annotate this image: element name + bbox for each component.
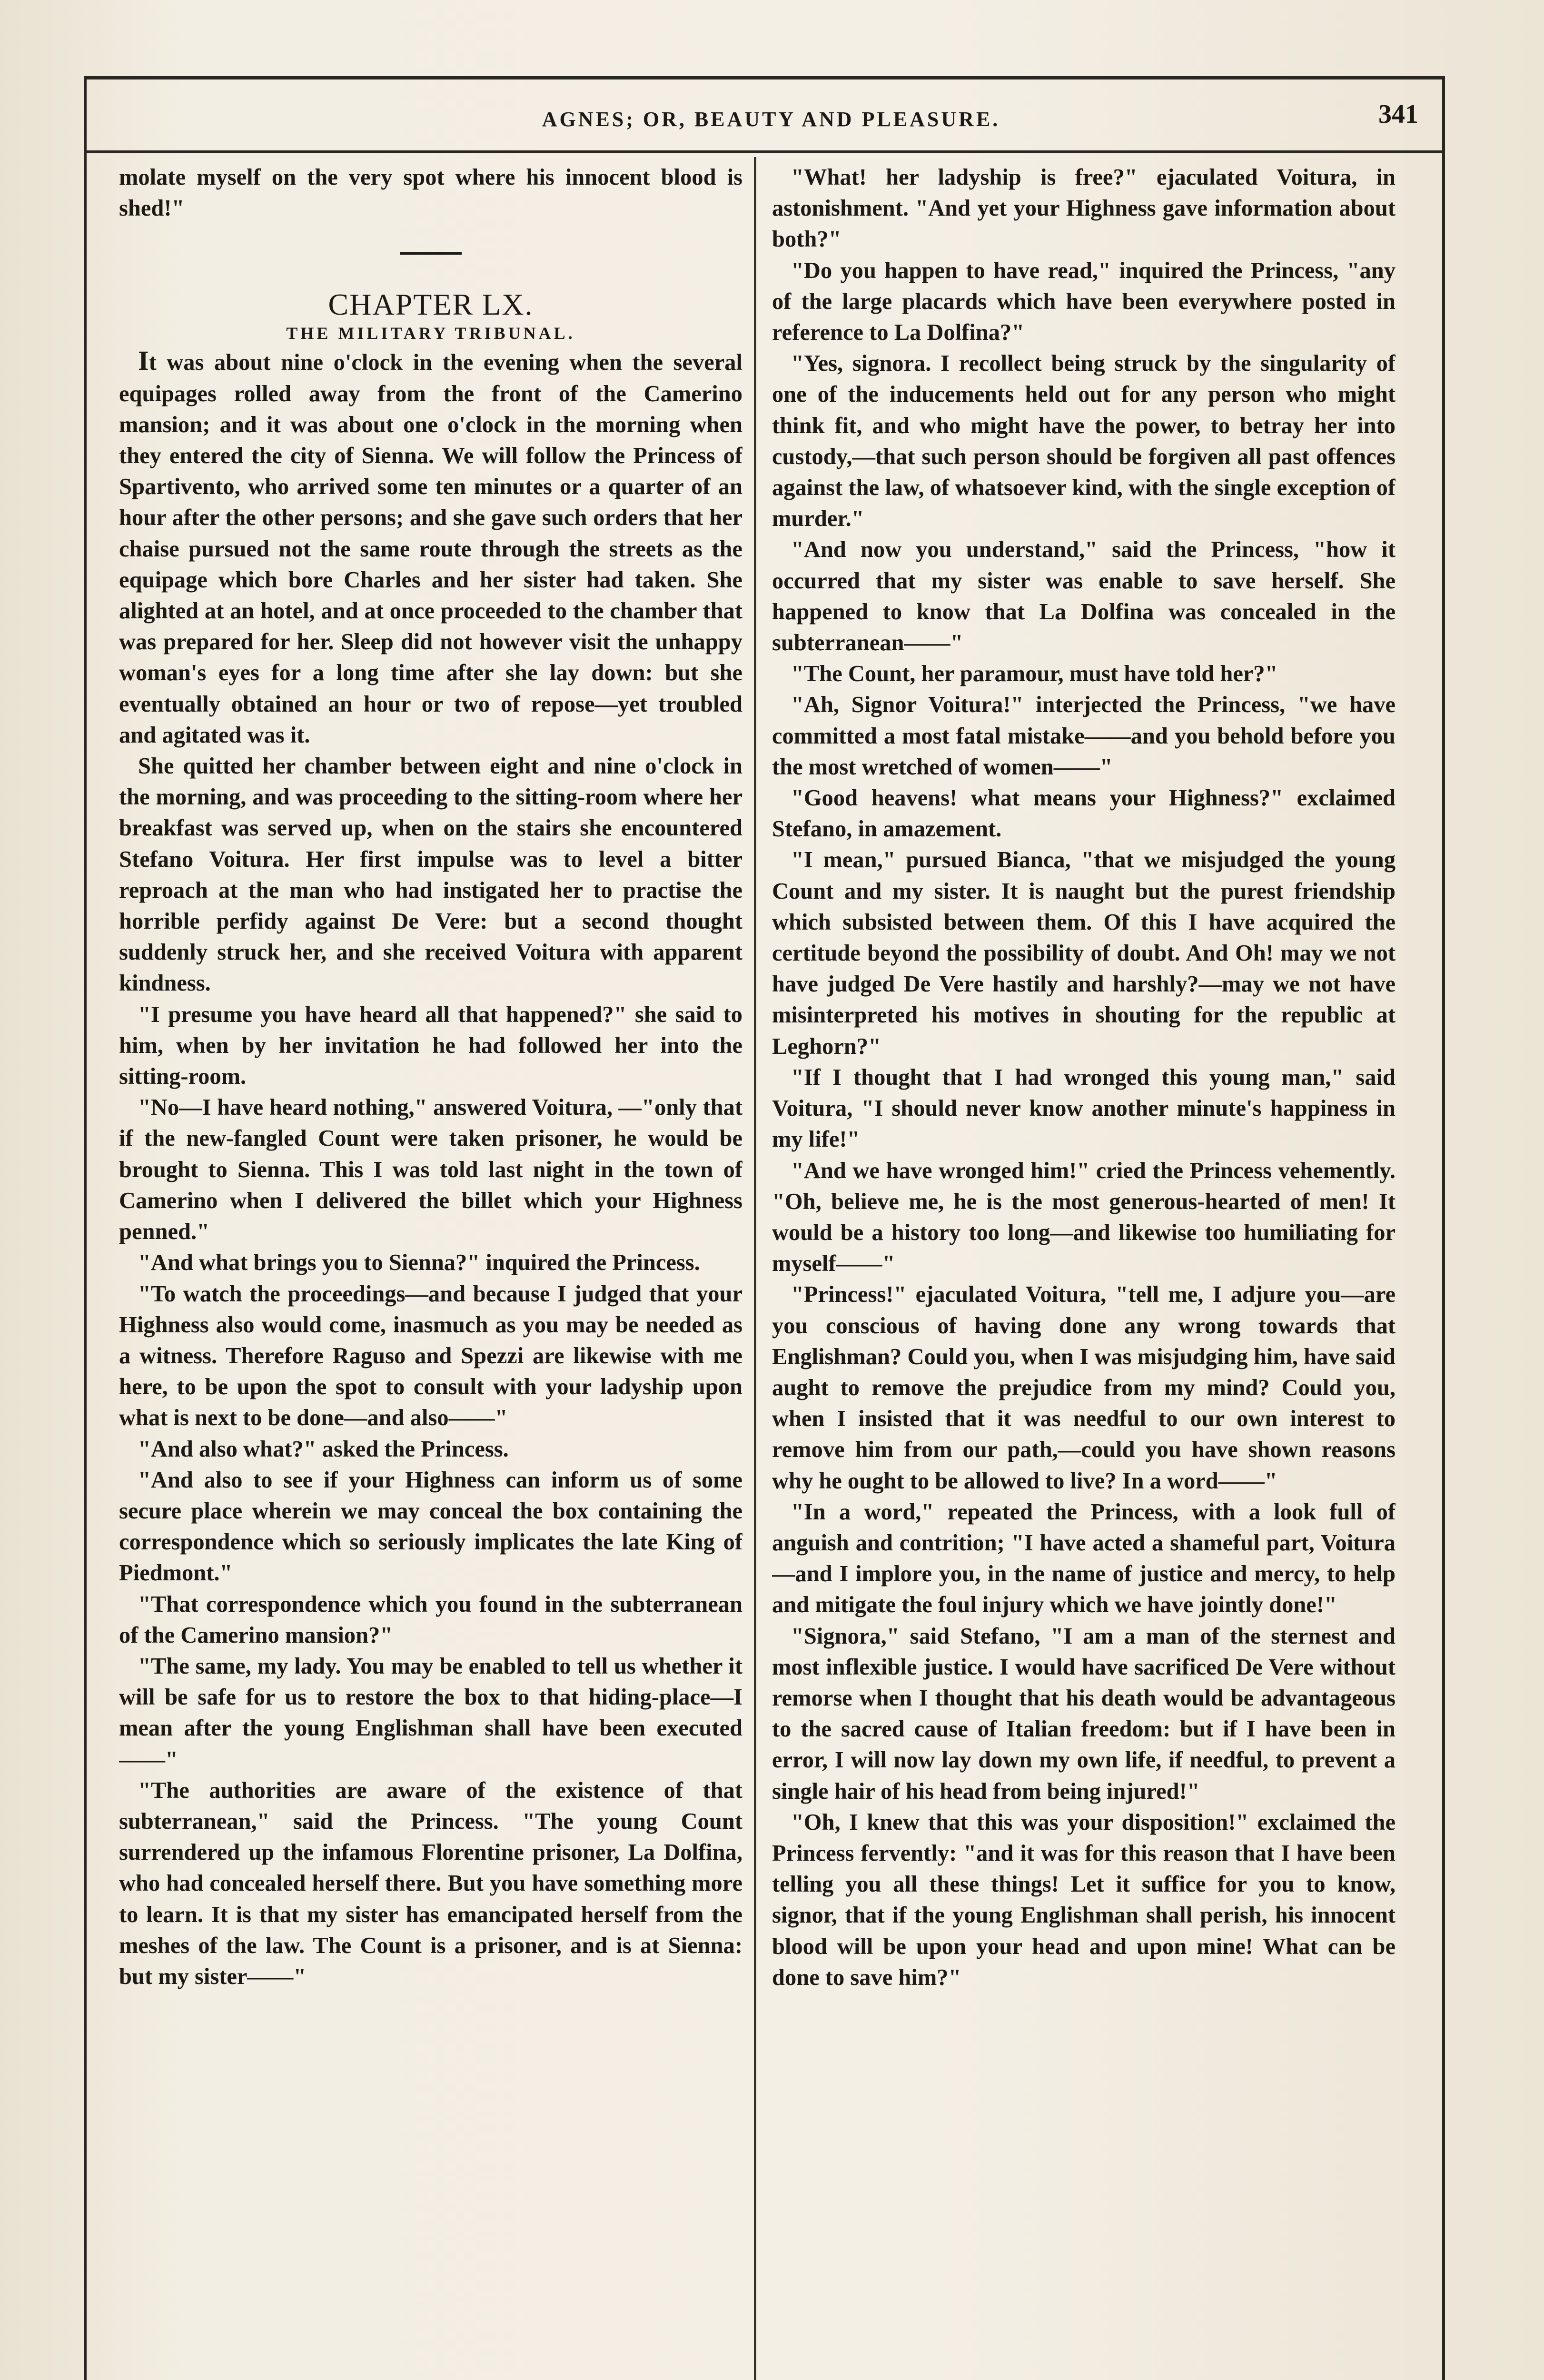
paragraph: "Ah, Signor Voitura!" interjected the Princess, "we have committed a most fatal mistake——and you behold before you the most wretched of women——" bbox=[772, 692, 1396, 780]
paragraph: "If I thought that I had wronged this young man," said Voitura, "I should never know another minute's happiness in my life!" bbox=[772, 1064, 1396, 1152]
chapter-divider bbox=[400, 252, 462, 255]
paragraph: "The authorities are aware of the existence of that subterranean," said the Princess. "The young Count surrendered up the infamous Florentine prisoner, La Dolfina, who had concealed herself there. But you have something more to learn. It is that my sister has emancipated herself from the meshes of the law. The Count is a prisoner, and is at Sienna: but my sister——" bbox=[119, 1777, 742, 1989]
paragraph: "I presume you have heard all that happened?" she said to him, when by her invitation he had followed her into the sitting-room. bbox=[119, 1002, 742, 1090]
left-column bbox=[119, 162, 742, 2380]
right-border-rule bbox=[1442, 76, 1445, 2380]
paragraph: "And also to see if your Highness can inform us of some secure place wherein we may conceal the box containing the correspondence which so seriously implicates the late King of Piedmont." bbox=[119, 1467, 742, 1586]
paragraph: "I mean," pursued Bianca, "that we misjudged the young Count and my sister. It is naught but the purest friendship which subsisted between them. Of this I have acquired the certitude beyond the possibility of doubt. And Oh! may we not have judged De Vere hastily and harshly?—may we not have misinterpreted his motives in shouting for the republic at Leghorn?" bbox=[772, 847, 1396, 1059]
paragraph: She quitted her chamber between eight and nine o'clock in the morning, and was proceeding to the sitting-room where her breakfast was served up, when on the stairs she encountered Stefano Voitura. Her first impulse was to level a bitter reproach at the man who had instigated her to practise the horrible perfidy against De Vere: but a second thought suddenly struck her, and she received Voitura with apparent kindness. bbox=[119, 754, 742, 996]
running-title: AGNES; OR, BEAUTY AND PLEASURE. bbox=[542, 108, 1000, 131]
page-number: 341 bbox=[1378, 99, 1418, 129]
column-separator bbox=[754, 157, 756, 2380]
left-border-rule bbox=[84, 76, 87, 2380]
paragraph: "Oh, I knew that this was your disposition!" exclaimed the Princess fervently: "and it was for this reason that I have been telling you all these things! Let it suffice for you to know, signor, that if the young Englishman shall perish, his innocent blood will be upon your head and upon mine! What can be done to save him?" bbox=[772, 1809, 1396, 1990]
paragraph: "That correspondence which you found in the subterranean of the Camerino mansion?" bbox=[119, 1591, 742, 1648]
paragraph: "The Count, her paramour, must have told her?" bbox=[791, 661, 1278, 687]
paragraph: "Yes, signora. I recollect being struck by the singularity of one of the inducements held out for any person who might think fit, and who might have the power, to betray her into custody,—that such person should be forgiven all past offences against the law, of whatsoever kind, with the single exception of murder." bbox=[772, 351, 1396, 532]
top-border-rule bbox=[84, 76, 1445, 79]
paragraph: "What! her ladyship is free?" ejaculated Voitura, in astonishment. "And yet your Highness gave information about both?" bbox=[772, 165, 1396, 252]
right-column bbox=[772, 162, 1396, 2380]
paragraph: "Signora," said Stefano, "I am a man of the sternest and most inflexible justice. I would have sacrificed De Vere without remorse when I thought that his death would be advantageous to the sacred cause of Italian freedom: but if I have been in error, I will now lay down my own life, if needful, to prevent a single hair of his head from being injured!" bbox=[772, 1623, 1396, 1804]
chapter-subtitle: THE MILITARY TRIBUNAL. bbox=[286, 324, 575, 343]
paragraph: "Good heavens! what means your Highness?" exclaimed Stefano, in amazement. bbox=[772, 785, 1396, 842]
paragraph: "To watch the proceedings—and because I judged that your Highness also would come, inasmuch as you may be needed as a witness. Therefore Raguso and Spezzi are likewise with me here, to be upon the spot to consult with your ladyship upon what is next to be done—and also——" bbox=[119, 1281, 742, 1431]
paragraph: "And we have wronged him!" cried the Princess vehemently. "Oh, believe me, he is the most generous-hearted of men! It would be a history too long—and likewise too humiliating for myself——" bbox=[772, 1158, 1396, 1277]
chapter-title: CHAPTER LX. bbox=[328, 288, 534, 322]
paragraph: It was about nine o'clock in the evening when the several equipages rolled away from the front of the Camerino mansion; and it was about one o'clock in the morning when they entered the city of Sienna. We will follow the Princess of Spartivento, who arrived some ten minutes or a quarter of an hour after the other persons; and she gave such orders that her chaise pursued not the same route through the streets as the equipage which bore Charles and her sister had taken. She alighted at an hotel, and at once proceeded to the chamber that was prepared for her. Sleep did not however visit the unhappy woman's eyes for a long time after she lay down: but she eventually obtained an hour or two of repose—yet troubled and agitated was it. bbox=[119, 345, 742, 748]
paragraph: "Princess!" ejaculated Voitura, "tell me, I adjure you—are you conscious of having done any wrong towards that Englishman? Could you, when I was misjudging him, have said aught to remove the prejudice from my mind? Could you, when I insisted that it was needful to our own interest to remove him from our path,—could you have shown reasons why he ought to be allowed to live? In a word——" bbox=[772, 1282, 1396, 1494]
paragraph: "And also what?" asked the Princess. bbox=[138, 1436, 509, 1462]
paragraph: "And now you understand," said the Princess, "how it occurred that my sister was enable to save herself. She happened to know that La Dolfina was concealed in the subterranean——" bbox=[772, 537, 1396, 656]
opening-text: molate myself on the very spot where his innocent blood is shed!" bbox=[119, 165, 742, 221]
paragraph: "Do you happen to have read," inquired the Princess, "any of the large placards which have been everywhere posted in reference to La Dolfina?" bbox=[772, 258, 1396, 346]
paragraph: "The same, my lady. You may be enabled to tell us whether it will be safe for us to restore the box to that hiding-place—I mean after the young Englishman shall have been executed——" bbox=[119, 1653, 742, 1772]
header-rule bbox=[84, 150, 1445, 153]
paragraph: "No—I have heard nothing," answered Voitura, —"only that if the new-fangled Count were taken prisoner, he would be brought to Sienna. This I was told last night in the town of Camerino when I delivered the billet which your Highness penned." bbox=[119, 1095, 742, 1245]
paragraph: "And what brings you to Sienna?" inquired the Princess. bbox=[138, 1250, 700, 1276]
paragraph: "In a word," repeated the Princess, with a look full of anguish and contrition; "I have acted a shameful part, Voitura—and I implore you, in the name of justice and mercy, to help and mitigate the foul injury which we have jointly done!" bbox=[772, 1499, 1396, 1618]
